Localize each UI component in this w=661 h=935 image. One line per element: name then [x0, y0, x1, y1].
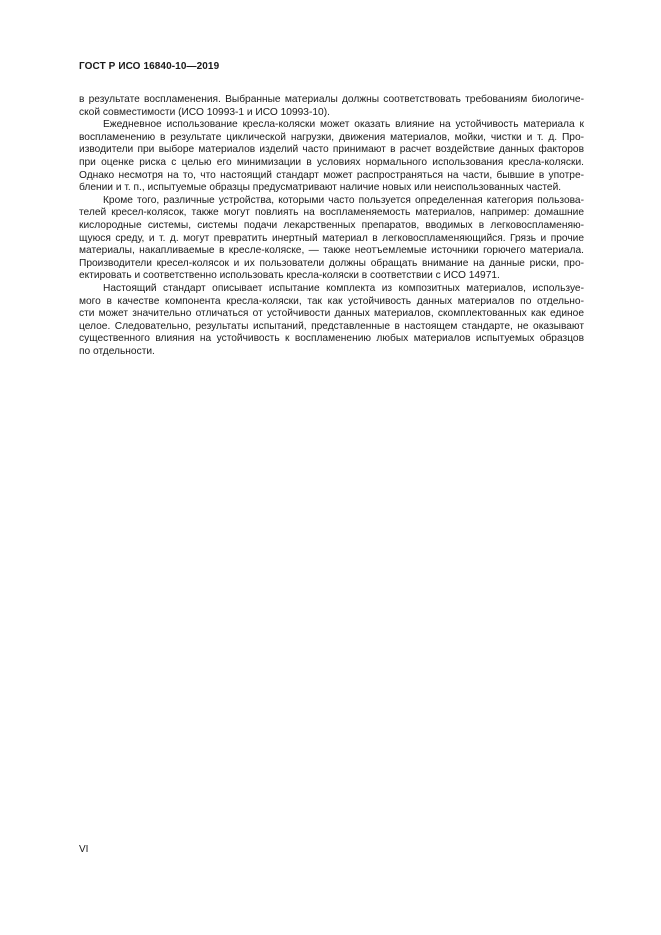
text-line: при оценке риска с целью его минимизации в условиях нормального использования кресла-коляски.	[79, 156, 584, 168]
text-line: ектировать и соответственно использовать кресла-коляски в соответствии с ИСО 14971.	[79, 270, 500, 282]
document-header: ГОСТ Р ИСО 16840-10—2019	[79, 61, 220, 72]
text-line: изводители при выборе материалов изделий часто принимают в расчет воздействие данных факторов	[79, 144, 584, 156]
document-body	[79, 94, 584, 358]
text-line: ской совместимости (ИСО 10993-1 и ИСО 10993-10).	[79, 106, 330, 118]
text-line: блении и т. п., испытуемые образцы предусматривают наличие новых или неиспользованных частей.	[79, 182, 562, 194]
text-line: кислородные системы, системы подачи лекарственных препаратов, вводимых в легковоспламеняю-	[79, 219, 584, 231]
text-line: материалы, накапливаемые в кресле-коляске, — также неотъемлемые источники горючего материала.	[79, 245, 584, 257]
page-number: VI	[79, 844, 89, 855]
text-line: существенного влияния на устойчивость к воспламенению любых материалов испытуемых образцов	[79, 333, 584, 345]
text-line: мого в качестве компонента кресла-коляски, так как устойчивость данных материалов по отдельно-	[79, 295, 584, 307]
text-line: целое. Следовательно, результаты испытаний, представленные в настоящем стандарте, не оказывают	[79, 320, 584, 332]
text-line: воспламенению в результате циклической нагрузки, движения материалов, мойки, чистки и т. д. Про-	[79, 131, 584, 143]
text-line: по отдельности.	[79, 345, 155, 357]
paragraph	[79, 119, 584, 195]
paragraph	[79, 195, 584, 283]
text-line: телей кресел-колясок, также могут повлиять на воспламеняемость материалов, например: домашние	[79, 207, 584, 219]
text-line: Ежедневное использование кресла-коляски может оказать влияние на устойчивость материала к	[103, 119, 584, 131]
text-line: Кроме того, различные устройства, которыми часто пользуется определенная категория пользова-	[103, 194, 584, 206]
paragraph	[79, 283, 584, 359]
text-line: щуюся среду, и т. д. могут превратить инертный материал в легковоспламеняющийся. Грязь и прочие	[79, 232, 584, 244]
text-line: Однако несмотря на то, что настоящий стандарт может распространяться на части, бывшие в употре-	[79, 169, 584, 181]
text-line: в результате воспламенения. Выбранные материалы должны соответствовать требованиям биологиче-	[79, 94, 584, 105]
text-line: Настоящий стандарт описывает испытание комплекта из композитных материалов, используе-	[103, 282, 584, 294]
text-line: сти может значительно отличаться от устойчивости данных материалов, скомплектованных как единое	[79, 308, 584, 320]
text-line: Производители кресел-колясок и их пользователи должны обращать внимание на данные риски, про-	[79, 257, 584, 269]
paragraph	[79, 94, 584, 119]
